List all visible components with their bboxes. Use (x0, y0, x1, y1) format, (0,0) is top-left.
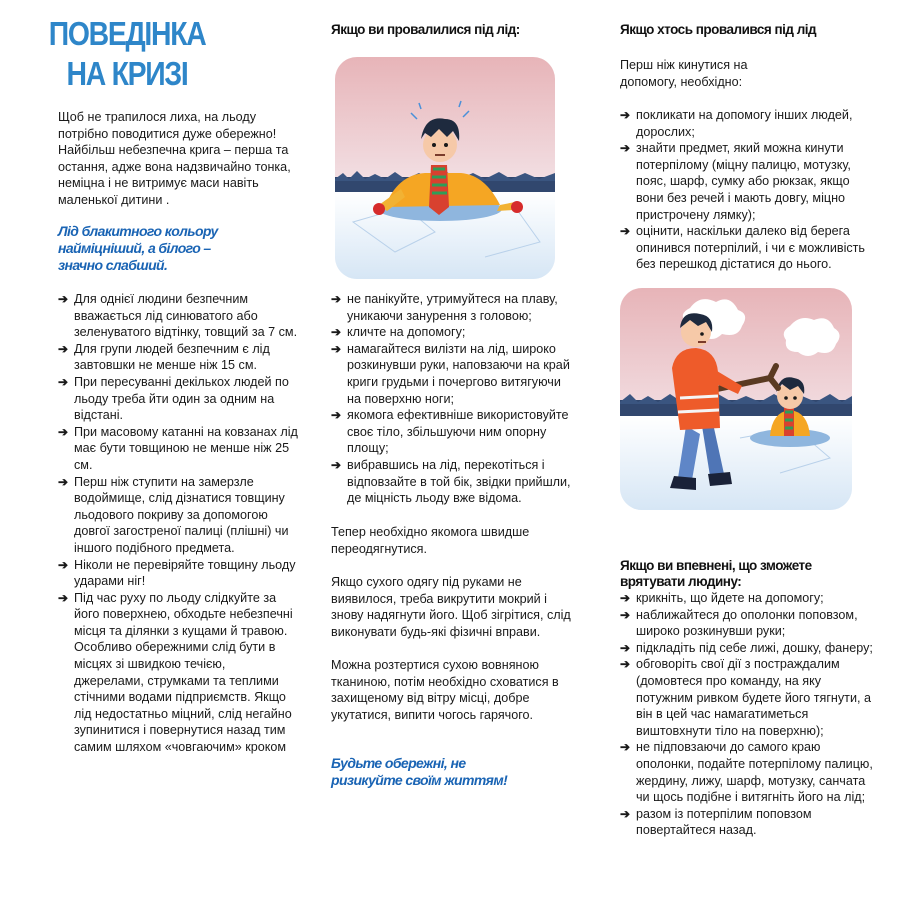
closing-warning: Будьте обережні, не ризикуйте своїм життям! (331, 755, 508, 788)
rescue-step-item (620, 739, 880, 805)
self-rescue-item (331, 341, 576, 407)
intro-paragraph: Щоб не трапилося лиха, на льоду потрібно поводитися дуже обережно! Найбільш небезпечна крига – перша та остання, адже вона надзвичайно тонка, неміцна і не витримує маси навіть маленької дитини . (58, 110, 291, 207)
rescue-step-item (620, 590, 880, 607)
change-clothes-paragraph: Тепер необхідно якомога швидше переодягнутися. (331, 525, 530, 556)
self-rescue-list (331, 291, 576, 507)
list-item-text: Під час руху по льоду слідкуйте за його поверхнею, обходьте небезпечні місця та ділянки з кущами й травою. Особливо обережними слід бути в місцях зі швидкою течією, джерелами, струмками та теплими стічними водами підприємств. Якщо лід недостатньо міцний, слід негайно зупинитися і повернутися назад тим самим шляхом «човгаючим» кроком (74, 590, 293, 755)
safety-rule-item (58, 590, 298, 756)
list-item-text: намагайтеся вилізти на лід, широко розкинувши руки, наповзаючи на край криги грудьми і почергово витягуючи на поверхню ноги; (347, 341, 570, 406)
illustration-fallen-through-ice (335, 57, 555, 279)
title-line-2: НА КРИЗІ (66, 55, 188, 92)
arrow-right-icon: ➔ (331, 408, 342, 423)
safety-list (58, 291, 298, 756)
safety-rule-item (58, 341, 298, 374)
section-heading-fell-in: Якщо ви провалилися під лід: (331, 22, 520, 37)
arrow-right-icon: ➔ (58, 474, 69, 489)
preparation-item (620, 223, 880, 273)
arrow-right-icon: ➔ (620, 740, 631, 755)
list-item-text: не підповзаючи до самого краю ополонки, подайте потерпілому палицю, жердину, лижу, шарф, мотузку, санчата чи щось подібне і витягніть його на лід; (636, 740, 873, 805)
preparation-item (620, 107, 880, 140)
arrow-right-icon: ➔ (58, 424, 69, 439)
list-item-text: Для групи людей безпечним є лід завтовшки не менше ніж 15 см. (74, 341, 270, 373)
list-item-text: оцінити, наскільки далеко від берега опинився потерпілий, і чи є можливість без перешкод дістатися до нього. (636, 224, 865, 272)
list-item-text: крикніть, що йдете на допомогу; (636, 591, 824, 605)
illustration-rescue (620, 288, 852, 510)
arrow-right-icon: ➔ (331, 325, 342, 340)
self-rescue-item (331, 407, 576, 457)
rescue-step-item (620, 640, 880, 657)
list-item-text: Для однієї людини безпечним вважається лід синюватого або зеленуватого відтінку, товщий за 7 см. (74, 292, 298, 340)
rescue-step-item (620, 806, 880, 839)
arrow-right-icon: ➔ (331, 292, 342, 306)
arrow-right-icon: ➔ (620, 607, 631, 622)
section-heading-someone-fell: Якщо хтось провалився під лід (620, 22, 817, 37)
arrow-right-icon: ➔ (620, 657, 631, 672)
wet-clothes-paragraph: Якщо сухого одягу під руками не виявилося, треба викрутити мокрий і знову надягнути його. Щоб зігрітися, слід виконувати будь-які фізичні вправи. (331, 575, 571, 639)
arrow-right-icon: ➔ (58, 341, 69, 356)
page-title (49, 14, 206, 94)
list-item-text: покликати на допомогу інших людей, дорослих; (636, 108, 853, 139)
warm-up-paragraph: Можна розтертися сухою вовняною тканиною, потім необхідно сховатися в захищеному від вітру місці, добре укутатися, випити чогось гарячого. (331, 658, 559, 722)
arrow-right-icon: ➔ (620, 108, 631, 122)
title-line-1: ПОВЕДІНКА (48, 15, 206, 52)
list-item-text: При масовому катанні на ковзанах лід має бути товщиною не менше ніж 25 см. (74, 424, 298, 472)
list-item-text: наближайтеся до ополонки поповзом, широко розкинувши руки; (636, 607, 858, 639)
list-item-text: якомога ефективніше використовуйте своє тіло, збільшуючи ним опорну площу; (347, 408, 569, 456)
arrow-right-icon: ➔ (58, 590, 69, 605)
safety-rule-item (58, 557, 298, 590)
arrow-right-icon: ➔ (331, 457, 342, 472)
list-item-text: кличте на допомогу; (347, 325, 466, 340)
safety-rule-item (58, 291, 298, 341)
before-helping-paragraph: Перш ніж кинутися на допомогу, необхідно: (620, 58, 748, 89)
safety-rule-item (58, 474, 298, 557)
arrow-right-icon: ➔ (58, 292, 69, 306)
list-item-text: При пересуванні декількох людей по льоду треба йти один за одним на відстані. (74, 374, 289, 423)
safety-rule-item (58, 374, 298, 424)
rescue-step-item (620, 656, 880, 739)
blue-heading: Лід блакитного кольору найміцніший, а білого – значно слабший. (58, 223, 218, 273)
list-item-text: Перш ніж ступити на замерзле водоймище, слід дізнатися товщину льодового покриву за допомогою довгої загостреної палиці (плішні) чи іншого подібного предмета. (74, 474, 289, 555)
arrow-right-icon: ➔ (331, 341, 342, 356)
safety-rule-item (58, 424, 298, 474)
self-rescue-item (331, 291, 576, 324)
self-rescue-item (331, 324, 576, 341)
preparation-item (620, 140, 880, 223)
preparation-list (620, 107, 880, 273)
arrow-right-icon: ➔ (58, 374, 69, 389)
arrow-right-icon: ➔ (620, 640, 631, 655)
list-item-text: не панікуйте, утримуйтеся на плаву, уникаючи занурення з головою; (347, 292, 558, 323)
list-item-text: вибравшись на лід, перекотіться і відповзайте в той бік, звідки прийшли, де міцність льоду вже відома. (347, 457, 571, 506)
section-heading-rescue: Якщо ви впевнені, що зможете врятувати людину: (620, 558, 812, 589)
list-item-text: Ніколи не перевіряйте товщину льоду ударами ніг! (74, 557, 296, 589)
list-item-text: підкладіть під себе лижі, дошку, фанеру; (636, 640, 873, 655)
arrow-right-icon: ➔ (620, 224, 631, 239)
list-item-text: разом із потерпілим поповзом повертайтеся назад. (636, 806, 812, 838)
rescue-step-item (620, 607, 880, 640)
arrow-right-icon: ➔ (620, 141, 631, 156)
arrow-right-icon: ➔ (620, 806, 631, 821)
rescue-steps-list (620, 590, 880, 839)
arrow-right-icon: ➔ (620, 591, 631, 605)
list-item-text: обговоріть свої дії з постраждалим (домовтеся про команду, на яку потужним ривком будете його тягнути, а він в цей час намагатиметься виштовхнути тіло на поверхню); (636, 657, 871, 738)
self-rescue-item (331, 457, 576, 507)
arrow-right-icon: ➔ (58, 557, 69, 572)
list-item-text: знайти предмет, який можна кинути потерпілому (міцну палицю, мотузку, пояс, шарф, сумку або рюкзак, якщо вони без речей і мають довгу, міцно пристрочену лямку); (636, 141, 851, 222)
